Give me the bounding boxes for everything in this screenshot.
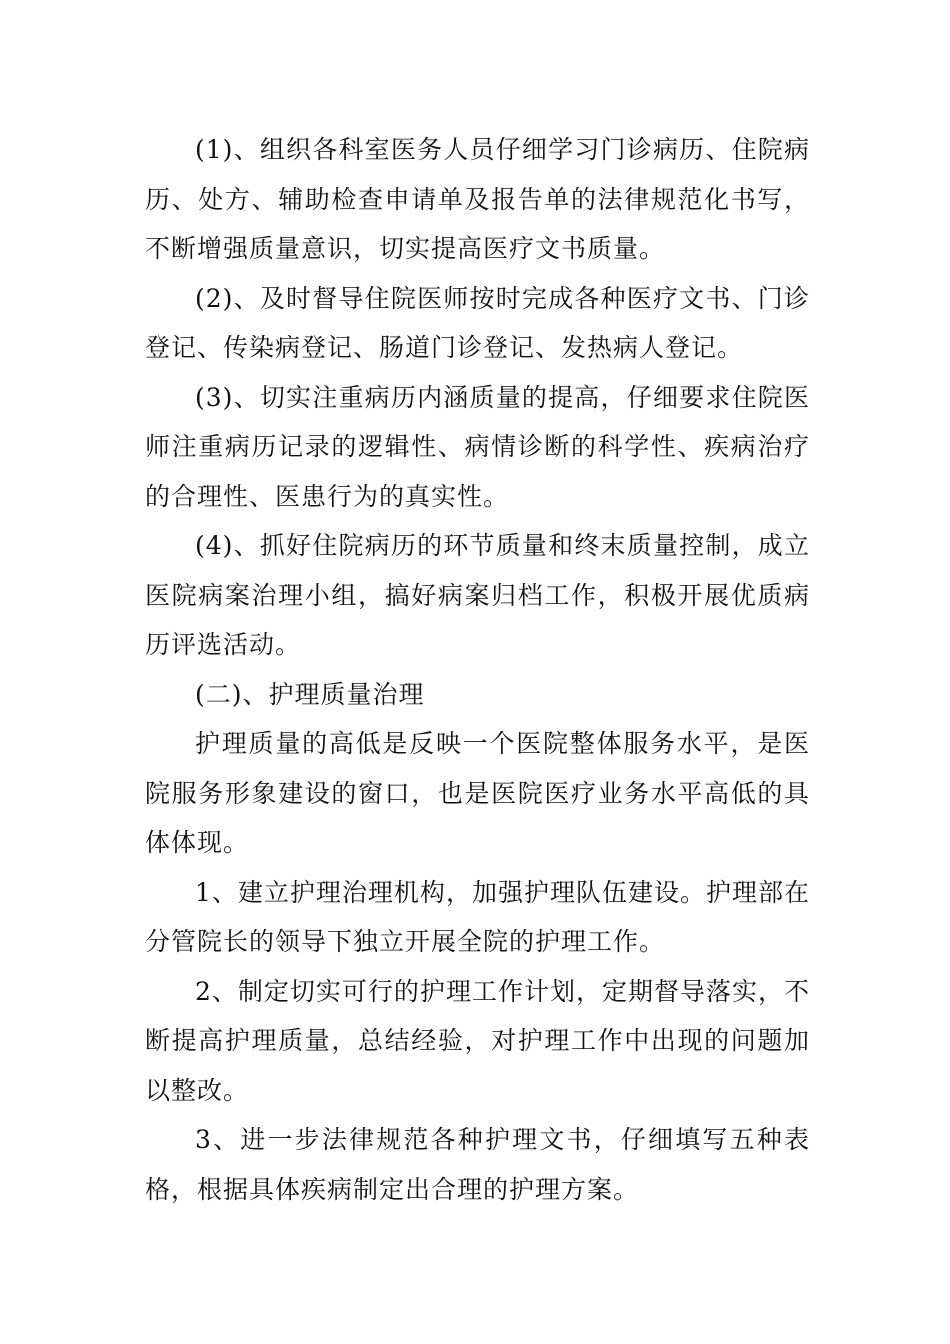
document-body [145,125,810,1214]
section-heading-nursing-quality: (二)、护理质量治理 [195,679,425,709]
paragraph-8: 2、制定切实可行的护理工作计划，定期督导落实，不断提高护理质量，总结经验，对护理工作中出现的问题加以整改。 [145,976,810,1105]
paragraph-9: 3、进一步法律规范各种护理文书，仔细填写五种表格，根据具体疾病制定出合理的护理方案。 [145,1125,810,1204]
paragraph-4: (4)、抓好住院病历的环节质量和终末质量控制，成立医院病案治理小组，搞好病案归档工作，积极开展优质病历评选活动。 [145,531,810,659]
paragraph-2: (2)、及时督导住院医师按时完成各种医疗文书、门诊登记、传染病登记、肠道门诊登记、发热病人登记。 [145,283,810,362]
paragraph-1: (1)、组织各科室医务人员仔细学习门诊病历、住院病历、处方、辅助检查申请单及报告单的法律规范化书写，不断增强质量意识，切实提高医疗文书质量。 [145,135,810,263]
paragraph-6: 护理质量的高低是反映一个医院整体服务水平，是医院服务形象建设的窗口，也是医院医疗业务水平高低的具体体现。 [145,729,810,857]
paragraph-3: (3)、切实注重病历内涵质量的提高，仔细要求住院医师注重病历记录的逻辑性、病情诊断的科学性、疾病治疗的合理性、医患行为的真实性。 [145,382,810,511]
paragraph-7: 1、建立护理治理机构，加强护理队伍建设。护理部在分管院长的领导下独立开展全院的护理工作。 [145,877,810,956]
